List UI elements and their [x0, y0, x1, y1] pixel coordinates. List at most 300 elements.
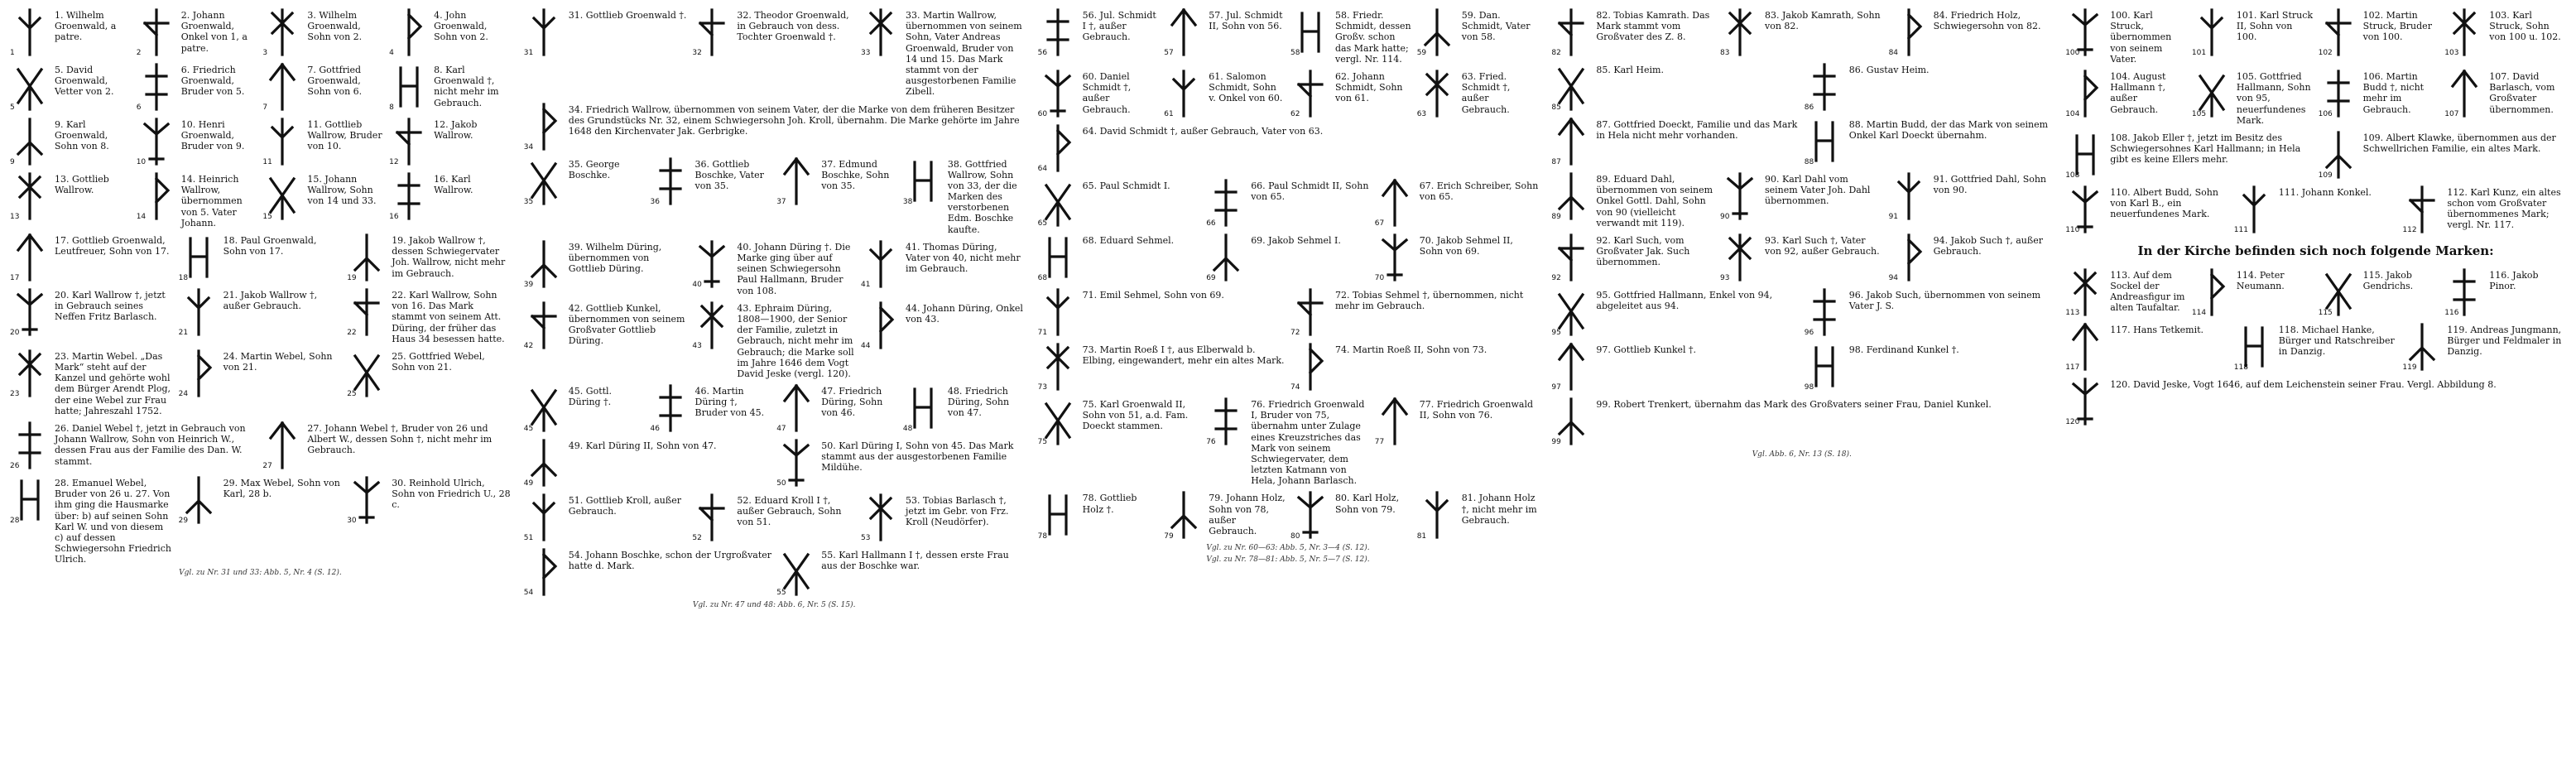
house-mark-stroke — [1383, 399, 1406, 444]
house-mark-icon — [179, 232, 219, 283]
mark-entry — [1038, 489, 1160, 541]
house-mark-icon — [524, 300, 564, 351]
entry-text: 3. Wilhelm Groenwald, Sohn von 2. — [307, 10, 363, 43]
house-mark-stroke — [534, 495, 554, 540]
entry-text: 111. Johann Konkel. — [2278, 186, 2372, 198]
mark-entry — [10, 474, 174, 565]
entry-text: 62. Johann Schmidt, Sohn von 61. — [1335, 70, 1403, 104]
house-mark-icon — [1206, 177, 1246, 228]
mark-entry — [651, 382, 772, 434]
house-mark-stroke — [2202, 10, 2222, 55]
mark-number: 23 — [10, 390, 20, 399]
entry-text: 58. Friedr. Schmidt, dessen Großv. schon das Mark hatte; vergl. Nr. 114. — [1335, 10, 1411, 65]
mark-number: 112 — [2402, 226, 2417, 235]
house-mark-icon — [389, 61, 429, 113]
house-mark-stroke — [189, 290, 209, 334]
house-mark-icon — [1038, 68, 1078, 119]
house-mark-stroke — [2085, 71, 2097, 116]
entry-text: 98. Ferdinand Kunkel †. — [1848, 344, 1959, 355]
house-mark-stroke — [700, 242, 723, 286]
entry-text: 65. Paul Schmidt I. — [1082, 180, 1170, 191]
house-mark-stroke — [915, 162, 931, 200]
mark-number: 83 — [1719, 49, 1730, 58]
house-mark-icon — [524, 492, 564, 543]
house-mark-icon — [1417, 489, 1457, 541]
mark-number: 55 — [776, 589, 786, 598]
house-mark-icon — [1038, 177, 1078, 228]
house-mark-stroke — [1909, 10, 1920, 55]
house-mark-icon — [2065, 321, 2105, 373]
mark-entry — [1889, 7, 2053, 58]
entry-text: 82. Tobias Kamrath. Das Mark stammt vom Großvater des Z. 8. — [1596, 10, 1710, 43]
mark-row — [524, 156, 1025, 235]
entry-text: 89. Eduard Dahl, übernommen von seinem Onkel Gottl. Dahl, Sohn von 90 (vielleicht verwandt mit 119). — [1596, 174, 1713, 228]
mark-entry — [524, 238, 688, 290]
mark-entry — [179, 286, 343, 338]
mark-entry — [2192, 7, 2314, 58]
mark-entry — [10, 286, 174, 338]
mark-entry — [651, 156, 772, 207]
house-mark-stroke — [2074, 10, 2097, 55]
mark-entry — [524, 382, 646, 434]
entry-text: 85. Karl Heim. — [1596, 65, 1664, 75]
entry-text: 30. Reinhold Ulrich, Sohn von Friedrich U., 28 c. — [392, 478, 511, 511]
house-mark-stroke — [20, 351, 40, 396]
entry-text: 36. Gottlieb Boschke, Vater von 35. — [694, 158, 764, 191]
entry-text: 8. Karl Groenwald †, nicht mehr im Gebrauch. — [434, 65, 499, 108]
mark-number: 37 — [776, 197, 786, 206]
house-mark-stroke — [355, 356, 378, 396]
mark-entry — [1551, 396, 2052, 447]
mark-entry — [1805, 341, 2052, 392]
mark-row — [2065, 184, 2566, 235]
house-mark-stroke — [2077, 136, 2093, 174]
house-mark-icon — [1375, 396, 1415, 447]
mark-entry — [524, 101, 1025, 152]
house-mark-stroke — [1427, 493, 1447, 537]
house-mark-icon — [389, 7, 429, 58]
mark-entry — [389, 7, 511, 58]
mark-number: 120 — [2065, 418, 2080, 427]
mark-entry — [861, 492, 1025, 543]
house-mark-stroke — [1302, 13, 1319, 51]
entry-text: 34. Friedrich Wallrow, übernommen von seinem Vater, der die Marke von dem früheren Besitzer des Grundstücks Nr. 32, einem Schwiegersohn Joh. Kroll, übernahm. Die Marke gehörte im Jahre 1648 den Kirchenvater Jak. Gerbrigke. — [568, 103, 1020, 137]
mark-entry — [692, 492, 856, 543]
mark-entry — [1038, 7, 1160, 58]
mark-number: 102 — [2318, 49, 2333, 58]
house-mark-icon — [692, 492, 732, 543]
house-mark-icon — [179, 348, 219, 399]
house-mark-icon — [2234, 321, 2274, 373]
mark-number: 53 — [860, 534, 871, 543]
house-mark-icon — [776, 437, 816, 488]
mark-number: 26 — [10, 462, 20, 471]
mark-row — [1551, 171, 2052, 228]
mark-entry — [1038, 68, 1160, 119]
mark-number: 101 — [2191, 49, 2207, 58]
mark-number: 40 — [692, 281, 702, 290]
mark-entry — [179, 232, 343, 283]
mark-row — [1038, 341, 1539, 392]
house-mark-stroke — [190, 238, 207, 277]
mark-number: 80 — [1290, 532, 1300, 541]
entry-text: 115. Jakob Gendrichs. — [2362, 269, 2414, 292]
mark-number: 91 — [1888, 213, 1899, 222]
house-mark-stroke — [271, 423, 294, 468]
entry-text: 15. Johann Wallrow, Sohn von 14 und 33. — [307, 174, 377, 207]
house-mark-stroke — [18, 70, 41, 109]
mark-entry — [1038, 232, 1202, 283]
house-mark-stroke — [2410, 187, 2434, 232]
mark-entry — [2319, 267, 2440, 318]
house-mark-stroke — [661, 159, 680, 204]
mark-entry — [1038, 177, 1202, 228]
entry-text: 68. Eduard Sehmel. — [1082, 234, 1175, 246]
mark-entry — [2444, 68, 2566, 119]
entry-text: 57. Jul. Schmidt II, Sohn von 56. — [1209, 10, 1283, 32]
entry-text: 83. Jakob Kamrath, Sohn von 82. — [1764, 10, 1881, 32]
house-mark-icon — [179, 286, 219, 338]
mark-entry — [1164, 489, 1286, 541]
house-mark-icon — [1206, 232, 1246, 283]
entry-text: 10. Henri Groenwald, Bruder von 9. — [180, 119, 245, 152]
house-mark-stroke — [2074, 379, 2097, 424]
mark-entry — [1551, 7, 1715, 58]
house-mark-stroke — [1560, 70, 1583, 109]
mark-number: 111 — [2233, 226, 2248, 235]
house-mark-icon — [2444, 7, 2484, 58]
house-mark-stroke — [1050, 496, 1066, 534]
house-mark-stroke — [1046, 404, 1069, 444]
house-mark-stroke — [409, 10, 421, 55]
house-mark-icon — [776, 382, 816, 434]
house-mark-stroke — [1730, 235, 1750, 280]
mark-number: 50 — [776, 479, 786, 488]
entry-text: 63. Fried. Schmidt †, außer Gebrauch. — [1461, 70, 1511, 115]
house-mark-stroke — [399, 174, 419, 219]
mark-entry — [1290, 341, 1538, 392]
house-mark-stroke — [147, 65, 166, 109]
mark-number: 31 — [523, 49, 534, 58]
entry-text: 72. Tobias Sehmel †, übernommen, nicht mehr im Gebrauch. — [1335, 289, 1524, 312]
mark-number: 17 — [10, 274, 20, 283]
mark-entry — [1551, 171, 1715, 228]
house-mark-icon — [2192, 68, 2232, 119]
entry-text: 12. Jakob Wallrow. — [434, 119, 478, 142]
entry-text: 35. George Boschke. — [568, 158, 620, 180]
entry-text: 16. Karl Wallrow. — [434, 174, 473, 196]
mark-entry — [1038, 123, 1539, 174]
mark-number: 84 — [1888, 49, 1899, 58]
mark-entry — [861, 7, 1025, 98]
entry-text: 61. Salomon Schmidt, Sohn v. Onkel von 60. — [1209, 70, 1283, 104]
mark-number: 65 — [1037, 219, 1048, 228]
entry-text: 32. Theodor Groenwald, in Gebrauch von dess. Tochter Groenwald †. — [737, 10, 849, 43]
house-mark-stroke — [1046, 71, 1069, 116]
mark-number: 46 — [650, 425, 660, 434]
entry-text: 120. David Jeske, Vogt 1646, auf dem Leichenstein seiner Frau. Vergl. Abbildung 8. — [2110, 378, 2497, 390]
mark-number: 70 — [1374, 274, 1385, 283]
entry-text: 46. Martin Düring †, Bruder von 45. — [694, 386, 765, 419]
mark-entry — [10, 116, 132, 167]
house-mark-stroke — [145, 10, 168, 55]
mark-entry — [1805, 116, 2052, 167]
mark-entry — [2444, 7, 2566, 58]
reference-note: Vgl. zu Nr. 47 und 48: Abb. 6, Nr. 5 (S. 15). — [692, 601, 856, 610]
mark-entry — [524, 492, 688, 543]
entry-text: 5. David Groenwald, Vetter von 2. — [55, 65, 114, 98]
house-mark-glyph — [262, 61, 302, 113]
mark-number: 8 — [389, 103, 394, 113]
mark-number: 18 — [178, 274, 189, 283]
mark-number: 30 — [347, 517, 357, 526]
mark-entry — [1551, 232, 1715, 283]
entry-text: 25. Gottfried Webel, Sohn von 21. — [392, 350, 485, 373]
house-mark-icon — [524, 101, 564, 152]
mark-row — [2065, 129, 2566, 180]
panel-2 — [524, 7, 1025, 753]
mark-row — [2065, 7, 2566, 65]
mark-number: 56 — [1037, 49, 1048, 58]
mark-entry — [1417, 489, 1539, 541]
mark-number: 5 — [10, 103, 15, 113]
house-mark-icon — [262, 61, 302, 113]
mark-number: 61 — [1164, 110, 1174, 119]
house-mark-glyph — [137, 61, 176, 113]
mark-number: 63 — [1416, 110, 1427, 119]
mark-number: 73 — [1037, 383, 1048, 392]
mark-number: 6 — [136, 103, 142, 113]
entry-text: 91. Gottfried Dahl, Sohn von 90. — [1933, 174, 2047, 196]
entry-text: 112. Karl Kunz, ein altes schon vom Großvater übernommenes Mark; vergl. Nr. 117. — [2447, 186, 2561, 231]
entry-text: 117. Hans Tetkemit. — [2110, 324, 2204, 335]
entry-text: 50. Karl Düring I, Sohn von 45. Das Mark stammt aus der ausgestorbenen Familie Mildühe. — [821, 440, 1014, 474]
entry-text: 93. Karl Such †, Vater von 92, außer Gebrauch. — [1764, 234, 1880, 257]
panel-3 — [1038, 7, 1539, 753]
mark-number: 12 — [389, 158, 399, 167]
entry-text: 24. Martin Webel, Sohn von 21. — [223, 350, 333, 373]
mark-number: 105 — [2191, 110, 2207, 119]
house-mark-icon — [651, 156, 690, 207]
mark-entry — [1720, 7, 1884, 58]
house-mark-icon — [2319, 267, 2358, 318]
house-mark-icon — [1805, 286, 1844, 338]
mark-number: 110 — [2065, 226, 2080, 235]
mark-entry — [861, 300, 1025, 351]
house-mark-stroke — [1048, 10, 1068, 55]
mark-entry — [10, 7, 132, 58]
entry-text: 116. Jakob Pinor. — [2489, 269, 2539, 292]
house-mark-icon — [1805, 61, 1844, 113]
house-mark-stroke — [199, 351, 210, 396]
house-mark-icon — [1038, 7, 1078, 58]
house-mark-stroke — [1048, 290, 1068, 334]
house-mark-stroke — [534, 10, 554, 55]
house-mark-stroke — [1560, 10, 1583, 55]
entry-text: 102. Martin Struck, Bruder von 100. — [2362, 10, 2432, 43]
mark-entry — [1206, 177, 1370, 228]
mark-number: 2 — [136, 49, 142, 58]
house-mark-icon — [1038, 341, 1078, 392]
house-mark-icon — [137, 171, 176, 222]
mark-number: 20 — [10, 329, 20, 338]
house-mark-icon — [2319, 129, 2358, 180]
mark-entry — [389, 61, 511, 113]
mark-entry — [2192, 68, 2314, 126]
house-mark-icon — [1290, 7, 1330, 58]
house-mark-stroke — [1216, 180, 1236, 225]
house-mark-icon — [524, 546, 564, 598]
house-mark-stroke — [1050, 238, 1066, 277]
mark-entry — [2402, 321, 2566, 373]
house-mark-stroke — [1560, 174, 1583, 219]
house-mark-stroke — [271, 179, 294, 219]
entry-text: 90. Karl Dahl vom seinem Vater Joh. Dahl übernommen. — [1764, 174, 1871, 207]
mark-number: 7 — [262, 103, 268, 113]
mark-row — [10, 286, 511, 344]
mark-number: 93 — [1719, 274, 1730, 283]
house-mark-icon — [1551, 232, 1591, 283]
mark-row — [1551, 286, 2052, 338]
entry-text: 109. Albert Klawke, übernommen aus der Schwellrichen Familie, ein altes Mark. — [2362, 132, 2556, 155]
house-mark-stroke — [2212, 270, 2223, 315]
house-mark-icon — [1290, 341, 1330, 392]
entry-text: 81. Johann Holz †, nicht mehr im Gebrauch. — [1461, 493, 1537, 526]
mark-row — [10, 171, 511, 228]
house-mark-stroke — [145, 119, 168, 164]
house-mark-stroke — [785, 386, 808, 431]
house-mark-icon — [2192, 267, 2232, 318]
house-mark-icon — [1551, 396, 1591, 447]
house-mark-stroke — [1560, 119, 1583, 164]
panel-4 — [1551, 7, 2052, 753]
mark-entry — [2192, 267, 2314, 318]
house-mark-icon — [2444, 267, 2484, 318]
entry-text: 17. Gottlieb Groenwald, Leutfreuer, Sohn von 17. — [55, 234, 170, 257]
entry-text: 47. Friedrich Düring, Sohn von 46. — [821, 386, 883, 419]
entry-text: 107. David Barlasch, vom Großvater übernommen. — [2489, 70, 2555, 115]
mark-number: 82 — [1551, 49, 1561, 58]
house-mark-icon — [10, 171, 50, 222]
house-mark-stroke — [1730, 10, 1750, 55]
house-mark-icon — [1164, 7, 1204, 58]
entry-text: 84. Friedrich Holz, Schwiegersohn von 82. — [1933, 10, 2041, 32]
mark-row — [2065, 68, 2566, 126]
mark-row — [1551, 7, 2052, 58]
house-mark-icon — [1805, 341, 1844, 392]
house-mark-stroke — [1814, 290, 1834, 334]
entry-text: 39. Wilhelm Düring, übernommen von Gottlieb Düring. — [568, 241, 662, 275]
mark-number: 59 — [1416, 49, 1427, 58]
reference-note: Vgl. Abb. 6, Nr. 13 (S. 18). — [1752, 450, 1852, 459]
house-mark-stroke — [1216, 399, 1236, 444]
mark-row — [1038, 286, 1539, 338]
house-mark-stroke — [397, 119, 421, 164]
mark-number: 107 — [2444, 110, 2459, 119]
house-mark-stroke — [1560, 235, 1583, 280]
house-mark-stroke — [700, 10, 723, 55]
mark-entry — [2065, 184, 2229, 235]
mark-row — [2065, 321, 2566, 373]
mark-number: 85 — [1551, 103, 1561, 113]
reference-note: Vgl. zu Nr. 31 und 33: Abb. 5, Nr. 4 (S. 12). — [179, 568, 342, 577]
house-mark-stroke — [1383, 180, 1406, 225]
house-mark-glyph — [10, 61, 50, 113]
mark-number: 99 — [1551, 438, 1561, 447]
mark-entry — [262, 420, 510, 471]
house-mark-stroke — [1427, 71, 1447, 116]
mark-entry — [1038, 341, 1286, 392]
mark-number: 16 — [389, 213, 399, 222]
mark-entry — [1206, 232, 1370, 283]
mark-number: 9 — [10, 158, 15, 167]
house-mark-stroke — [2410, 325, 2434, 369]
mark-number: 78 — [1037, 532, 1048, 541]
house-mark-stroke — [785, 440, 808, 485]
mark-number: 62 — [1290, 110, 1300, 119]
house-mark-icon — [1889, 171, 1929, 222]
mark-number: 79 — [1164, 532, 1174, 541]
mark-entry — [1551, 116, 1799, 167]
house-mark-icon — [524, 7, 564, 58]
entry-text: 21. Jakob Wallrow †, außer Gebrauch. — [223, 289, 318, 312]
house-mark-stroke — [1299, 493, 1322, 537]
house-mark-icon — [10, 61, 50, 113]
house-mark-icon — [10, 7, 50, 58]
mark-entry — [1551, 61, 1799, 113]
entry-text: 41. Thomas Düring, Vater von 40, nicht mehr im Gebrauch. — [905, 241, 1021, 275]
mark-row — [2065, 267, 2566, 318]
mark-entry — [347, 232, 511, 283]
mark-number: 4 — [389, 49, 394, 58]
mark-row — [524, 492, 1025, 543]
mark-entry — [1290, 7, 1412, 65]
mark-number: 118 — [2233, 363, 2248, 373]
mark-number: 29 — [178, 517, 189, 526]
mark-number: 42 — [523, 341, 534, 350]
house-mark-glyph — [10, 7, 50, 58]
house-mark-stroke — [355, 290, 378, 334]
entry-text: 54. Johann Boschke, schon der Urgroßvater hatte d. Mark. — [568, 550, 772, 572]
mark-number: 117 — [2065, 363, 2080, 373]
mark-entry — [692, 7, 856, 58]
house-mark-stroke — [1728, 174, 1752, 219]
entry-text: 38. Gottfried Wallrow, Sohn von 33, der die Marken des verstorbenen Edm. Boschke kaufte. — [947, 158, 1017, 235]
house-mark-stroke — [1560, 399, 1583, 444]
mark-number: 44 — [860, 341, 871, 350]
entry-text: 18. Paul Groenwald, Sohn von 17. — [223, 234, 317, 257]
house-mark-stroke — [2246, 328, 2262, 366]
house-mark-icon — [389, 171, 429, 222]
mark-number: 19 — [347, 274, 357, 283]
mark-entry — [524, 7, 688, 58]
mark-row — [1551, 116, 2052, 167]
house-mark-icon — [1889, 7, 1929, 58]
mark-entry — [179, 348, 343, 399]
mark-number: 27 — [262, 462, 272, 471]
mark-entry — [1551, 286, 1799, 338]
mark-entry — [1290, 286, 1538, 338]
house-mark-icon — [861, 492, 901, 543]
entry-text: 119. Andreas Jungmann, Bürger und Feldmaler in Danzig. — [2447, 324, 2562, 358]
house-mark-stroke — [272, 10, 292, 55]
mark-entry — [1038, 286, 1286, 338]
mark-entry — [2065, 129, 2313, 180]
house-mark-icon — [2065, 376, 2105, 427]
mark-number: 49 — [523, 479, 534, 488]
house-mark-stroke — [915, 389, 931, 427]
house-mark-stroke — [18, 235, 41, 280]
